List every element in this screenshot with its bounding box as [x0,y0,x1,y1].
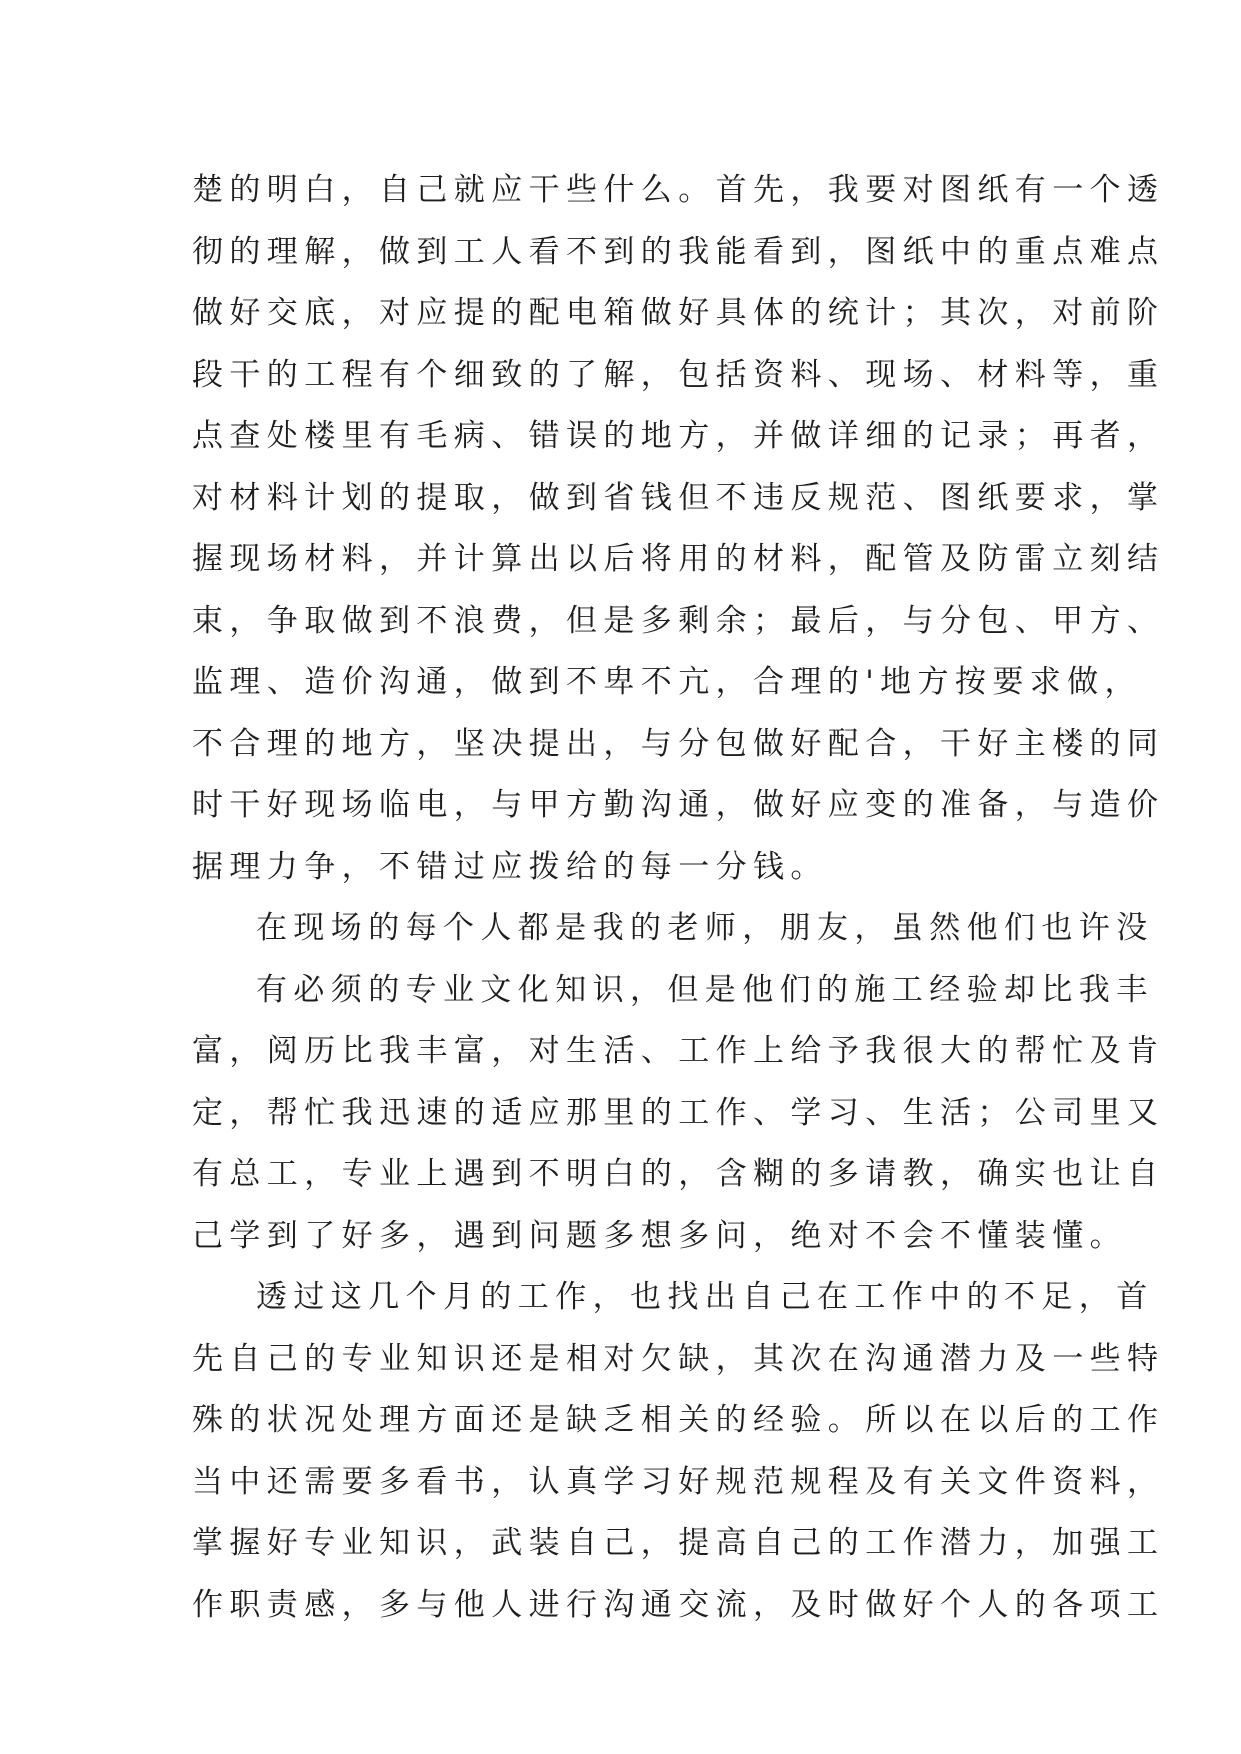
paragraph-first-line: 在现场的每个人都是我的老师，朋友，虽然他们也许没 [256,910,1154,946]
text-line: 富，阅历比我丰富，对生活、工作上给予我很大的帮忙及肯 [192,1033,1165,1069]
text-line: 掌握好专业知识，武装自己，提高自己的工作潜力，加强工 [192,1525,1165,1561]
text-line: 先自己的专业知识还是相对欠缺，其次在沟通潜力及一些特 [192,1340,1165,1377]
text-line: 殊的状况处理方面还是缺乏相关的经验。所以在以后的工作 [192,1402,1165,1438]
text-line: 作职责感，多与他人进行沟通交流，及时做好个人的各项工 [192,1586,1165,1623]
text-line: 彻的理解，做到工人看不到的我能看到，图纸中的重点难点 [192,233,1165,270]
text-line: 楚的明白，自己就应干些什么。首先，我要对图纸有一个透 [192,172,1165,208]
text-line: 时干好现场临电，与甲方勤沟通，做好应变的准备，与造价 [192,787,1165,823]
text-line: 段干的工程有个细致的了解，包括资料、现场、材料等，重 [192,356,1165,393]
text-line: 当中还需要多看书，认真学习好规范规程及有关文件资料， [192,1463,1165,1500]
text-line: 己学到了好多，遇到问题多想多问，绝对不会不懂装懂。 [192,1217,1127,1254]
text-line: 监理、造价沟通，做到不卑不亢，合理的'地方按要求做， [192,664,1142,700]
text-line: 握现场材料，并计算出以后将用的材料，配管及防雷立刻结 [192,541,1165,577]
text-line: 对材料计划的提取，做到省钱但不违反规范、图纸要求，掌 [192,479,1165,516]
text-line: 点查处楼里有毛病、错误的地方，并做详细的记录；再者， [192,418,1165,454]
paragraph-first-line: 透过这几个月的工作，也找出自己在工作中的不足，首 [256,1279,1154,1315]
text-line: 有总工，专业上遇到不明白的，含糊的多请教，确实也让自 [192,1156,1165,1192]
text-line: 不合理的地方，坚决提出，与分包做好配合，干好主楼的同 [192,725,1165,762]
text-line: 束，争取做到不浪费，但是多剩余；最后，与分包、甲方、 [192,602,1165,639]
text-line: 有必须的专业文化知识，但是他们的施工经验却比我丰 [256,971,1154,1008]
text-line: 据理力争，不错过应拨给的每一分钱。 [192,848,828,885]
body-text [192,160,1165,1636]
text-line: 定，帮忙我迅速的适应那里的工作、学习、生活；公司里又 [192,1094,1165,1131]
text-line: 做好交底，对应提的配电箱做好具体的统计；其次，对前阶 [192,295,1165,331]
